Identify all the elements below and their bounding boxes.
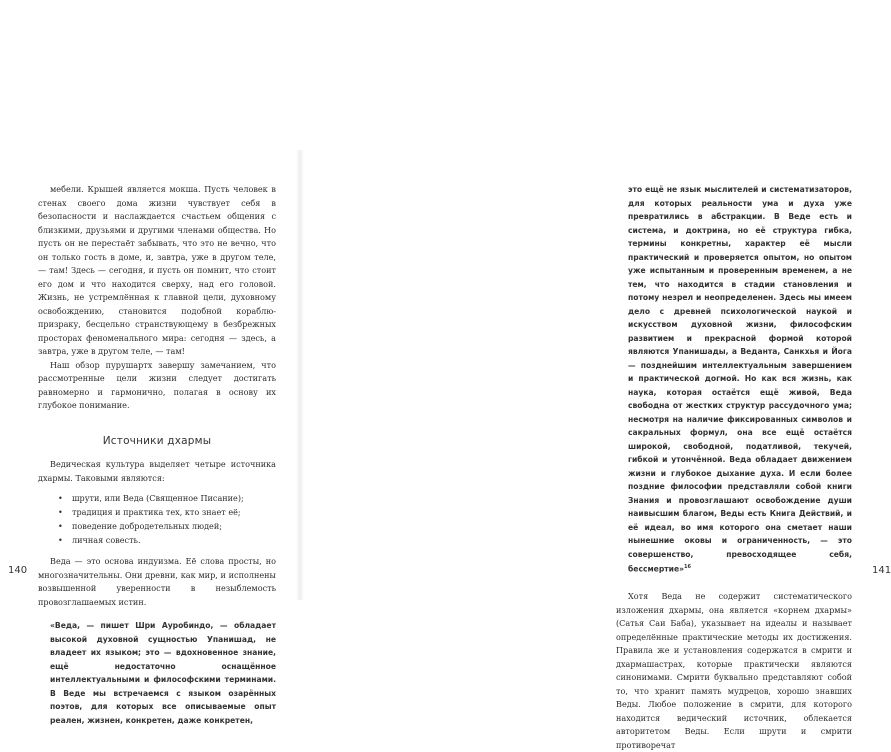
left-paragraph-4: Веда — это основа индуизма. Её слова просты, но многозначительны. Они древни, как мир, и исполнены возвышенной уверенности в незыблемость провозглашаемых истин. [38,556,276,607]
footnote-marker: 16 [684,564,691,570]
sources-list [38,491,276,547]
list-item: • личная совесть. [58,533,276,547]
list-item: • традиция и практика тех, кто знает её; [58,505,276,519]
left-page [0,0,300,750]
aurobindo-quote: «Веда, — пишет Шри Ауробиндо, — обладает высокой духовной сущностью Упанишад, не владеет их языком; это — вдохновенное знание, ещё недостаточно оснащённое интеллектуальными и философскими терминами. В Веде мы встречаемся с языком озарённых поэтов, для которых все описываемые опыт реален, жизнен, конкретен, даже конкретен, [50,621,276,725]
left-paragraph-2: Наш обзор пурушартх завершу замечанием, что рассмотренные цели жизни следует достигать равномерно и гармонично, полагая в основу их глубокое понимание. [38,359,276,410]
quote-continued-text: это ещё не язык мыслителей и систематизаторов, для которых реальности ума и духа уже превратились в абстракции. В Веде есть и система, и доктрина, но её структура гибка, термины конкретны, характер её мысли практический и проверяется опытом, но опытом уже испытанным и проверенным временем, а не тем, что находится в стадии становления и потому незрел и неопределенен. Здесь мы имеем дело с древней психологической наукой и искусством духовной жизни, философским развитием и прекрасной формой которой являются Упанишады, а Веданта, Санкхья и Йога — позднейшим интеллектуальным завершением и практической догмой. Но как вся жизнь, как наука, которая остаётся ещё живой, Веда свободна от жестких структур рассудочного ума; несмотря на наличие фиксированных символов и сакральных формул, она все ещё остаётся широкой, свободной, податливой, текучей, гибкой и утончённой. Веда обладает движением жизни и глубокое дыхание духа. И если более поздние философии представляли собой книги Знания и провозглашают освобождение души наивысшим благом, Веды есть Книга Действий, и её идеал, во имя которого она сметает наши нынешние оковы и ограниченность, — это совершенство, превосходящее себя, бессмертие» [628,185,852,574]
section-heading: Источники дхармы [102,434,212,447]
page-number-left: 140 [8,565,28,576]
right-text-block [616,183,852,752]
left-paragraph-3: Ведическая культура выделяет четыре источника дхармы. Таковыми являются: [38,459,276,483]
spacer [616,576,852,590]
aurobindo-quote-continued [628,183,852,576]
left-text-block [38,183,276,727]
list-item: • поведение добродетельных людей; [58,519,276,533]
right-paragraph-1: Хотя Веда не содержит систематического изложения дхармы, она является «корнем дхармы» (Сатья Саи Баба), указывает на идеалы и называет определённые практические методы их достижения. Правила же и установления содержатся в смрити и дхармашастрах, которые практически являются синонимами. Смрити буквально представляют собой то, что хранит память мудрецов, хорошо знавших Веды. Любое положение в смрити, для которого находится ведический источник, облекается авторитетом Веды. Если шрути и смрити противоречат [616,591,852,750]
page-number-right: 141 [872,565,891,576]
left-paragraph-1: мебели. Крышей является мокша. Пусть человек в стенах своего дома жизни чувствует себя в безопасности и наслаждается счастьем общения с близкими, друзьями и другими членами общества. Но пусть он не перестаёт забывать, что это не вечно, что он только гость в доме, и, завтра, уже в другом теле, — там! Здесь — сегодня, и пусть он помнит, что стоит его дом и что находится сверху, над его головой. Жизнь, не устремлённая к главной цели, духовному освобождению, становится подобной кораблю-призраку, бесцельно странствующему в безбрежных просторах феноменального мира: сегодня — здесь, а завтра, уже в другом теле, — там! [38,184,276,356]
list-item: • шрути, или Веда (Священное Писание); [58,491,276,505]
right-page [300,0,891,750]
